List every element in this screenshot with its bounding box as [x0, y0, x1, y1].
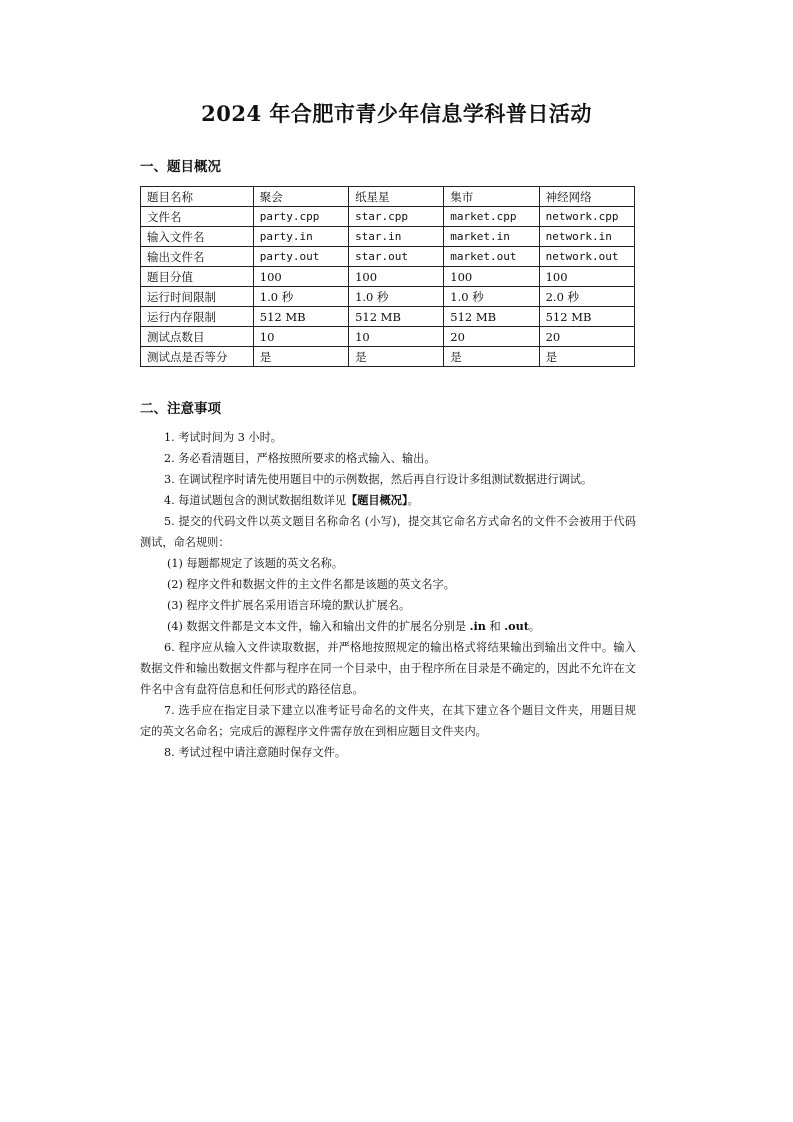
table-cell: 1.0 秒 — [253, 287, 348, 307]
note-text: (4) 数据文件都是文本文件，输入和输出文件的扩展名分别是 — [167, 620, 470, 633]
table-cell: star.cpp — [349, 207, 444, 227]
table-cell: market.out — [444, 247, 539, 267]
table-cell: network.cpp — [539, 207, 634, 227]
table-cell: 2.0 秒 — [539, 287, 634, 307]
table-cell: 是 — [349, 347, 444, 367]
table-cell: party.in — [253, 227, 348, 247]
table-cell: 10 — [349, 327, 444, 347]
row-label: 题目分值 — [141, 267, 254, 287]
table-cell: 100 — [539, 267, 634, 287]
table-row — [141, 307, 635, 327]
table-cell: 20 — [444, 327, 539, 347]
table-cell: 是 — [444, 347, 539, 367]
note-item: 7. 选手应在指定目录下建立以准考证号命名的文件夹，在其下建立各个题目文件夹，用题目规定的英文名命名；完成后的源程序文件需存放在到相应题目文件夹内。 — [140, 704, 636, 738]
page-title: 2024 年合肥市青少年信息学科普日活动 — [201, 101, 592, 126]
table-row — [141, 247, 635, 267]
row-label: 运行时间限制 — [141, 287, 254, 307]
table-cell: 512 MB — [444, 307, 539, 327]
row-label: 运行内存限制 — [141, 307, 254, 327]
note-item — [140, 490, 636, 511]
table-cell: 512 MB — [349, 307, 444, 327]
table-cell: 是 — [539, 347, 634, 367]
note-item: 5. 提交的代码文件以英文题目名称命名 (小写)，提交其它命名方式命名的文件不会被用于代码测试，命名规则： — [140, 515, 636, 549]
table-row — [141, 347, 635, 367]
row-label: 测试点数目 — [141, 327, 254, 347]
note-item: 3. 在调试程序时请先使用题目中的示例数据，然后再自行设计多组测试数据进行调试。 — [164, 473, 593, 486]
table-cell: party.cpp — [253, 207, 348, 227]
note-item: 1. 考试时间为 3 小时。 — [164, 431, 282, 444]
table-cell: 纸星星 — [349, 187, 444, 207]
table-cell: star.out — [349, 247, 444, 267]
note-text: 。 — [407, 494, 419, 507]
section-heading-overview: 一、题目概况 — [140, 159, 221, 175]
table-cell: market.in — [444, 227, 539, 247]
note-subitem: (1) 每题都规定了该题的英文名称。 — [167, 557, 344, 570]
row-label: 题目名称 — [141, 187, 254, 207]
note-subitem: (3) 程序文件扩展名采用语言环境的默认扩展名。 — [167, 599, 411, 612]
row-label: 测试点是否等分 — [141, 347, 254, 367]
table-cell: network.in — [539, 227, 634, 247]
table-cell: market.cpp — [444, 207, 539, 227]
table-cell: 100 — [349, 267, 444, 287]
note-subitem — [140, 616, 636, 637]
table-cell: 100 — [444, 267, 539, 287]
notes-list — [140, 427, 636, 763]
ext-in: .in — [469, 619, 486, 633]
table-row — [141, 227, 635, 247]
note-text: 和 — [485, 620, 505, 633]
table-row — [141, 327, 635, 347]
row-label: 输出文件名 — [141, 247, 254, 267]
section-heading-notes: 二、注意事项 — [140, 401, 221, 417]
note-subitem: (2) 程序文件和数据文件的主文件名都是该题的英文名字。 — [167, 578, 455, 591]
table-row — [141, 207, 635, 227]
note-text: 。 — [528, 620, 541, 633]
table-cell: 100 — [253, 267, 348, 287]
table-cell: 聚会 — [253, 187, 348, 207]
table-cell: 10 — [253, 327, 348, 347]
note-item: 2. 务必看清题目，严格按照所要求的格式输入、输出。 — [164, 452, 436, 465]
table-cell: 512 MB — [539, 307, 634, 327]
ext-out: .out — [504, 619, 529, 633]
table-row — [141, 267, 635, 287]
table-cell: 20 — [539, 327, 634, 347]
note-item: 8. 考试过程中请注意随时保存文件。 — [164, 746, 347, 759]
row-label: 文件名 — [141, 207, 254, 227]
note-item: 6. 程序应从输入文件读取数据，并严格地按照规定的输出格式将结果输出到输出文件中。输入数据文件和输出数据文件都与程序在同一个目录中，由于程序所在目录是不确定的，因此不允许在文件名中含有盘符信息和任何形式的路径信息。 — [140, 641, 636, 696]
table-cell: 是 — [253, 347, 348, 367]
note-bold-ref: 【题目概况】 — [346, 493, 408, 507]
table-cell: party.out — [253, 247, 348, 267]
table-cell: 512 MB — [253, 307, 348, 327]
table-cell: star.in — [349, 227, 444, 247]
row-label: 输入文件名 — [141, 227, 254, 247]
problem-overview-table — [140, 186, 635, 367]
table-row — [141, 287, 635, 307]
note-text: 4. 每道试题包含的测试数据组数详见 — [164, 494, 347, 507]
table-row — [141, 187, 635, 207]
table-cell: 神经网络 — [539, 187, 634, 207]
table-cell: 1.0 秒 — [349, 287, 444, 307]
table-cell: 1.0 秒 — [444, 287, 539, 307]
table-cell: 集市 — [444, 187, 539, 207]
table-cell: network.out — [539, 247, 634, 267]
